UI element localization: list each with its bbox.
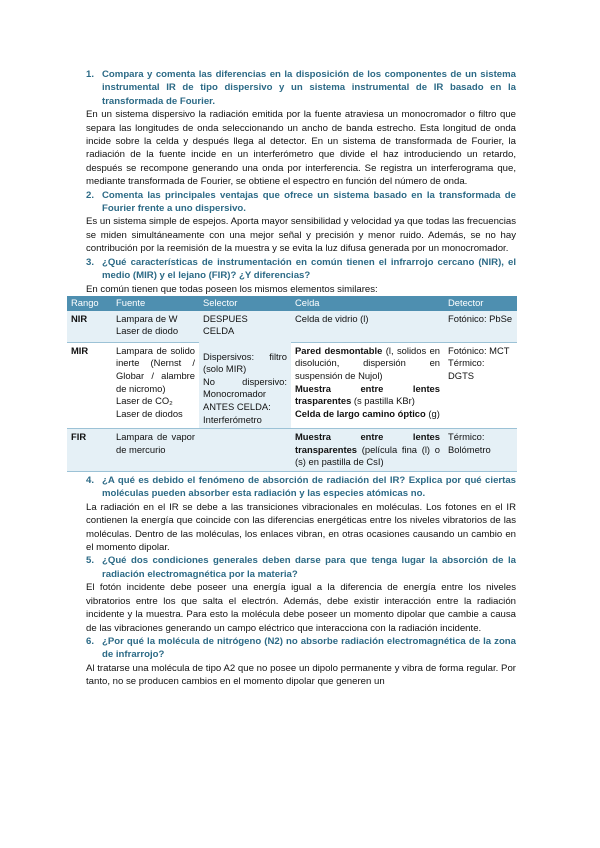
cell-celda: Celda de vidrio (l) bbox=[291, 311, 444, 343]
question-3 bbox=[86, 256, 516, 283]
table-header-row bbox=[67, 296, 517, 311]
detector-line: Bolómetro bbox=[448, 443, 491, 455]
question-1 bbox=[86, 68, 516, 108]
cell-fuente bbox=[112, 342, 199, 428]
cell-detector bbox=[444, 342, 517, 428]
question-5 bbox=[86, 554, 516, 581]
cell-rango: FIR bbox=[67, 429, 112, 472]
cell-celda bbox=[291, 342, 444, 428]
cell-celda bbox=[291, 429, 444, 472]
cell-selector bbox=[199, 311, 291, 429]
header-rango: Rango bbox=[67, 296, 112, 311]
celda-text: (g) bbox=[425, 407, 440, 419]
answer-4: La radiación en el IR se debe a las transiciones vibracionales en moléculas. Los fotones en el IR contienen la energía que coincide con las diferencias energéticas entre los niveles vibratorios de las moléculas. Dentro de las moléculas, los enlaces vibran, en otras ocasiones causando un cambio en el momento dipolar. bbox=[86, 501, 516, 554]
cell-fuente bbox=[112, 311, 199, 343]
question-text: Comenta las principales ventajas que ofrece un sistema basado en la transformada de Fourier frente a uno dispersivo. bbox=[102, 189, 516, 215]
detector-line: Fotónico: MCT bbox=[448, 344, 510, 356]
selector-line: No dispersivo: Monocromador bbox=[203, 375, 287, 400]
fuente-line: Laser de CO₂ bbox=[116, 395, 173, 407]
cell-detector: Fotónico: PbSe bbox=[444, 311, 517, 343]
question-number: 1. bbox=[86, 69, 95, 80]
header-detector: Detector bbox=[444, 296, 517, 311]
question-text: ¿A qué es debido el fenómeno de absorción de radiación del IR? Explica por qué ciertas moléculas pueden absorber esta radiación y las especies atómicas no. bbox=[102, 475, 516, 500]
question-text: Compara y comenta las diferencias en la disposición de los componentes de un sistema instrumental IR de tipo dispersivo y un sistema instrumental de IR basado en la transformada de Fourier. bbox=[102, 69, 516, 107]
selector-line: ANTES CELDA: bbox=[203, 401, 271, 413]
question-number: 2. bbox=[86, 189, 95, 201]
celda-line bbox=[295, 408, 440, 421]
celda-bold: Muestra entre lentes transparentes bbox=[295, 431, 440, 455]
celda-bold: Pared desmontable bbox=[295, 344, 383, 356]
question-number: 5. bbox=[86, 555, 95, 567]
answer-1: En un sistema dispersivo la radiación emitida por la fuente atraviesa un monocromador o filtro que separa las longitudes de onda seleccionando un ancho de banda estrecho. Esta longitud de onda incide sobre la celda y después llega al detector. En un sistema de transformada de Fourier, la radiación de la fuente incide en un interferómetro que divide el haz introduciendo un retardo, después se recompone generando una onda por interferencia. Se registra un interferograma que, mediante transformada de Fourier, se obtiene el espectro en función del número de onda. bbox=[86, 109, 516, 188]
selector-line: CELDA bbox=[203, 325, 235, 337]
cell-detector bbox=[444, 429, 517, 472]
cell-rango: MIR bbox=[67, 342, 112, 428]
question-number: 6. bbox=[86, 635, 95, 647]
table-row-fir bbox=[67, 429, 517, 472]
celda-text: (l, solidos en disolución, dispersión en suspensión de Nujol) bbox=[295, 344, 440, 382]
instrumentation-table bbox=[67, 296, 517, 472]
fuente-line: Lampara de W bbox=[116, 312, 178, 324]
question-number: 4. bbox=[86, 475, 95, 487]
table-row-nir bbox=[67, 311, 517, 343]
answer-6: Al tratarse una molécula de tipo A2 que no posee un dipolo permanente y vibra de forma regular. Por tanto, no se producen cambios en el momento dipolar que generen un bbox=[86, 662, 516, 688]
header-selector: Selector bbox=[199, 296, 291, 311]
selector-line: Interferómetro bbox=[203, 413, 262, 425]
answer-3: En común tienen que todas poseen los mismos elementos similares: bbox=[86, 283, 378, 295]
cell-fuente: Lampara de vapor de mercurio bbox=[112, 429, 199, 472]
celda-line bbox=[295, 383, 440, 408]
celda-text: (película fina (l) o (s) en pastilla de CsI) bbox=[295, 443, 440, 468]
detector-line: Térmico: bbox=[448, 431, 485, 443]
celda-bold: Muestra entre lentes trasparentes bbox=[295, 382, 440, 407]
question-number: 3. bbox=[86, 256, 95, 268]
header-celda: Celda bbox=[291, 296, 444, 311]
fuente-line: Laser de diodo bbox=[116, 325, 179, 337]
fuente-line: Lampara de solido inerte (Nernst / Globar / alambre de nicromo) bbox=[116, 344, 195, 394]
answer-5: El fotón incidente debe poseer una energía igual a la diferencia de energía entre los niveles vibratorios entre los que salta el electrón. Además, debe existir interacción entre la radiación incidente y la muestra. Para esto la molécula debe poseer un momento dipolar que cambie a causa de las vibraciones generando un campo eléctrico que interacciona con la radiación incidente. bbox=[86, 582, 516, 634]
question-6 bbox=[86, 635, 516, 662]
question-text: ¿Qué dos condiciones generales deben darse para que tenga lugar la absorción de la radiación electromagnética por la materia? bbox=[102, 555, 516, 580]
detector-line: Térmico: DGTS bbox=[448, 357, 485, 382]
question-text: ¿Por qué la molécula de nitrógeno (N2) no absorbe radiación electromagnética de la zona de infrarrojo? bbox=[102, 635, 516, 661]
document-page bbox=[71, 68, 516, 689]
celda-line bbox=[295, 345, 440, 383]
celda-text: (s pastilla KBr) bbox=[351, 395, 415, 407]
cell-rango: NIR bbox=[67, 311, 112, 343]
question-text: ¿Qué características de instrumentación en común tienen el infrarrojo cercano (NIR), el medio (MIR) y el lejano (FIR)? ¿Y diferencias? bbox=[102, 256, 516, 282]
celda-bold: Celda de largo camino óptico bbox=[295, 407, 426, 419]
selector-line: DESPUES bbox=[203, 312, 248, 324]
cell-selector bbox=[199, 429, 291, 472]
selector-line: Dispersivos: filtro (solo MIR) bbox=[203, 350, 287, 375]
answer-2: Es un sistema simple de espejos. Aporta mayor sensibilidad y velocidad ya que todas las frecuencias se miden simultáneamente con una mejor señal y precisión y menor ruido. Además, se no hay contribución por la reemisión de la muestra y se evita la luz difusa generada por un monocromador. bbox=[86, 216, 516, 255]
question-2 bbox=[86, 189, 516, 216]
fuente-line: Laser de diodos bbox=[116, 407, 183, 419]
question-4 bbox=[86, 474, 516, 501]
table-row-mir bbox=[67, 342, 517, 428]
header-fuente: Fuente bbox=[112, 296, 199, 311]
